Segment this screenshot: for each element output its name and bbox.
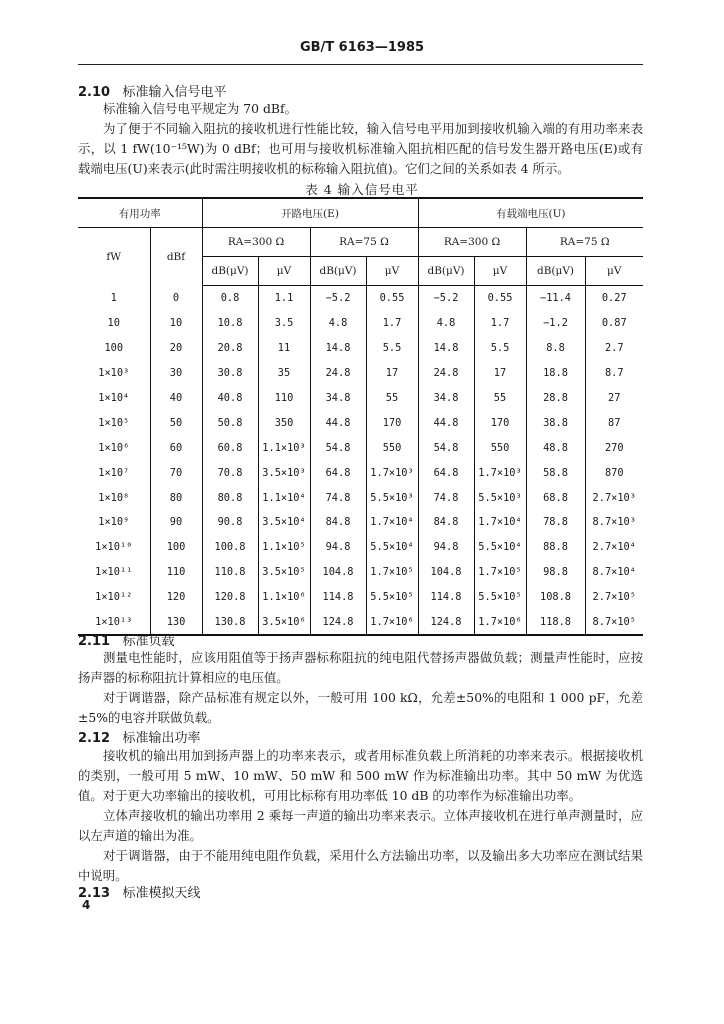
cell-dbf: 120 xyxy=(150,585,202,610)
cell-open75-dbuv: 4.8 xyxy=(310,311,366,336)
cell-open300-uv: 35 xyxy=(258,361,310,386)
paragraph-standard-level: 标准输入信号电平规定为 70 dBf。 xyxy=(103,101,297,116)
cell-open300-uv: 3.5×10⁵ xyxy=(258,560,310,585)
paragraph-output-power: 接收机的输出用加到扬声器上的功率来表示，或者用标准负载上所消耗的功率来表示。根据接收机的类别，一般可用 5 mW、10 mW、50 mW 和 500 mW 作为标准输出功率。其中 50 mW 为优选值。对于更大功率输出的接收机，可用比标称有用功率低 10 dB 的功率作为标准输出功率。 xyxy=(78,748,643,803)
section-title: 标准输入信号电平 xyxy=(122,85,227,100)
table-row xyxy=(78,311,643,336)
cell-open75-dbuv: 94.8 xyxy=(310,535,366,560)
cell-loaded300-dbuv: 54.8 xyxy=(418,435,474,460)
table-row xyxy=(78,560,643,585)
cell-loaded75-dbuv: 88.8 xyxy=(526,535,585,560)
cell-dbf: 130 xyxy=(150,610,202,636)
header-useful-power: 有用功率 xyxy=(78,198,202,228)
cell-dbf: 40 xyxy=(150,386,202,411)
paragraph-tuner-output: 对于调谐器，由于不能用纯电阻作负载，采用什么方法输出功率，以及输出多大功率应在测试结果中说明。 xyxy=(78,848,643,883)
cell-fw: 1×10¹⁰ xyxy=(95,541,133,554)
cell-loaded75-dbuv: 58.8 xyxy=(526,460,585,485)
cell-loaded300-uv: 0.55 xyxy=(474,286,526,311)
cell-loaded300-uv: 1.7×10⁴ xyxy=(474,510,526,535)
header-loaded-75: RA=75 Ω xyxy=(526,228,643,257)
cell-loaded75-dbuv: 8.8 xyxy=(526,336,585,361)
cell-open75-uv: 17 xyxy=(366,361,418,386)
cell-open300-dbuv: 40.8 xyxy=(202,386,258,411)
cell-loaded300-uv: 5.5×10³ xyxy=(474,485,526,510)
cell-fw: 1×10⁴ xyxy=(98,392,130,404)
cell-fw: 1×10⁷ xyxy=(98,466,130,479)
cell-loaded300-uv: 5.5×10⁵ xyxy=(474,585,526,610)
cell-loaded300-uv: 1.7×10³ xyxy=(474,460,526,485)
section-title: 标准输出功率 xyxy=(122,731,201,746)
header-loaded-300: RA=300 Ω xyxy=(418,228,526,257)
header-open-300: RA=300 Ω xyxy=(202,228,310,257)
cell-open300-dbuv: 10.8 xyxy=(202,311,258,336)
cell-loaded75-uv: 8.7×10⁵ xyxy=(585,610,643,636)
cell-loaded75-uv: 2.7×10⁵ xyxy=(585,585,643,610)
cell-loaded75-dbuv: 68.8 xyxy=(526,485,585,510)
section-number: 2.12 xyxy=(78,731,111,746)
cell-loaded300-dbuv: −5.2 xyxy=(418,286,474,311)
cell-open300-dbuv: 90.8 xyxy=(202,510,258,535)
cell-dbf: 0 xyxy=(150,286,202,311)
cell-open75-dbuv: 44.8 xyxy=(310,410,366,435)
cell-dbf: 30 xyxy=(150,361,202,386)
cell-loaded75-dbuv: 118.8 xyxy=(526,610,585,636)
table-row xyxy=(78,386,643,411)
cell-loaded75-dbuv: −1.2 xyxy=(526,311,585,336)
cell-dbf: 50 xyxy=(150,410,202,435)
cell-open75-uv: 1.7 xyxy=(366,311,418,336)
cell-loaded75-dbuv: 38.8 xyxy=(526,410,585,435)
cell-loaded300-dbuv: 4.8 xyxy=(418,311,474,336)
header-fw: fW xyxy=(106,250,122,263)
cell-loaded300-uv: 170 xyxy=(474,410,526,435)
cell-open75-dbuv: 14.8 xyxy=(310,336,366,361)
section-2-11 xyxy=(78,630,175,649)
cell-open75-uv: 1.7×10⁵ xyxy=(366,560,418,585)
cell-open300-dbuv: 70.8 xyxy=(202,460,258,485)
cell-open300-uv: 1.1×10⁶ xyxy=(258,585,310,610)
cell-loaded300-uv: 1.7×10⁵ xyxy=(474,560,526,585)
cell-open75-dbuv: 34.8 xyxy=(310,386,366,411)
table-row xyxy=(78,435,643,460)
cell-open300-uv: 3.5×10⁴ xyxy=(258,510,310,535)
cell-fw: 1×10³ xyxy=(98,367,130,380)
cell-open300-uv: 1.1×10⁴ xyxy=(258,485,310,510)
cell-open300-dbuv: 130.8 xyxy=(202,610,258,636)
cell-open300-dbuv: 100.8 xyxy=(202,535,258,560)
table-row xyxy=(78,485,643,510)
cell-open75-uv: 0.55 xyxy=(366,286,418,311)
cell-loaded75-uv: 2.7×10³ xyxy=(585,485,643,510)
cell-fw: 1×10⁶ xyxy=(98,441,130,454)
cell-loaded75-dbuv: 28.8 xyxy=(526,386,585,411)
input-level-table xyxy=(78,197,643,636)
table-row xyxy=(78,410,643,435)
cell-open300-dbuv: 50.8 xyxy=(202,410,258,435)
paragraph-tuner-load: 对于调谐器，除产品标准有规定以外，一般可用 100 kΩ，允差±50%的电阻和 1 000 pF，允差±5%的电容并联做负载。 xyxy=(78,690,643,725)
cell-loaded75-uv: 0.87 xyxy=(585,311,643,336)
cell-open75-uv: 55 xyxy=(366,386,418,411)
section-number: 2.11 xyxy=(78,634,111,649)
section-2-12 xyxy=(78,727,201,746)
header-open-circuit-voltage: 开路电压(E) xyxy=(202,198,418,228)
cell-loaded75-dbuv: 48.8 xyxy=(526,435,585,460)
cell-fw: 1×10¹¹ xyxy=(95,566,133,579)
cell-open300-dbuv: 0.8 xyxy=(202,286,258,311)
cell-open300-uv: 350 xyxy=(258,410,310,435)
cell-open75-uv: 5.5×10⁴ xyxy=(366,535,418,560)
table-row xyxy=(78,361,643,386)
cell-loaded300-dbuv: 114.8 xyxy=(418,585,474,610)
cell-open300-uv: 3.5×10⁶ xyxy=(258,610,310,636)
header-open-75: RA=75 Ω xyxy=(310,228,418,257)
cell-open75-uv: 1.7×10⁴ xyxy=(366,510,418,535)
cell-open300-uv: 3.5 xyxy=(258,311,310,336)
cell-loaded75-uv: 27 xyxy=(585,386,643,411)
cell-open300-uv: 1.1×10⁵ xyxy=(258,535,310,560)
cell-loaded300-dbuv: 44.8 xyxy=(418,410,474,435)
cell-loaded75-uv: 2.7 xyxy=(585,336,643,361)
cell-open300-uv: 1.1 xyxy=(258,286,310,311)
cell-loaded300-dbuv: 94.8 xyxy=(418,535,474,560)
header-dbf: dBf xyxy=(150,228,202,286)
cell-fw: 1 xyxy=(110,292,117,305)
cell-loaded300-dbuv: 74.8 xyxy=(418,485,474,510)
table-caption: 表 4 输入信号电平 xyxy=(305,182,419,197)
cell-open300-uv: 3.5×10³ xyxy=(258,460,310,485)
cell-loaded75-uv: 270 xyxy=(585,435,643,460)
cell-loaded300-uv: 17 xyxy=(474,361,526,386)
table-row xyxy=(78,336,643,361)
cell-open75-dbuv: 74.8 xyxy=(310,485,366,510)
cell-loaded300-dbuv: 104.8 xyxy=(418,560,474,585)
table-row xyxy=(78,510,643,535)
cell-loaded75-dbuv: 98.8 xyxy=(526,560,585,585)
cell-dbf: 70 xyxy=(150,460,202,485)
cell-loaded75-uv: 2.7×10⁴ xyxy=(585,535,643,560)
cell-loaded300-dbuv: 24.8 xyxy=(418,361,474,386)
cell-open300-dbuv: 80.8 xyxy=(202,485,258,510)
table-row xyxy=(78,286,643,311)
cell-loaded75-dbuv: 18.8 xyxy=(526,361,585,386)
section-title: 标准负载 xyxy=(122,634,175,649)
cell-loaded75-uv: 8.7 xyxy=(585,361,643,386)
section-title: 标准模拟天线 xyxy=(122,886,201,901)
cell-loaded75-dbuv: 78.8 xyxy=(526,510,585,535)
document-header: GB/T 6163—1985 xyxy=(299,40,425,55)
section-2-10 xyxy=(78,81,227,100)
cell-fw: 1×10¹³ xyxy=(78,610,150,636)
cell-dbf: 110 xyxy=(150,560,202,585)
cell-open75-uv: 550 xyxy=(366,435,418,460)
cell-loaded75-dbuv: 108.8 xyxy=(526,585,585,610)
header-unit-dbuv: dB(μV) xyxy=(526,257,585,286)
cell-dbf: 10 xyxy=(150,311,202,336)
cell-open75-uv: 1.7×10⁶ xyxy=(366,610,418,636)
header-unit-uv: μV xyxy=(585,257,643,286)
header-unit-uv: μV xyxy=(474,257,526,286)
cell-loaded75-uv: 8.7×10³ xyxy=(585,510,643,535)
cell-open75-dbuv: 104.8 xyxy=(310,560,366,585)
cell-loaded300-uv: 5.5 xyxy=(474,336,526,361)
cell-open75-uv: 5.5×10³ xyxy=(366,485,418,510)
cell-loaded300-dbuv: 64.8 xyxy=(418,460,474,485)
cell-open75-dbuv: 64.8 xyxy=(310,460,366,485)
paragraph-standard-load: 测量电性能时，应该用阻值等于扬声器标称阻抗的纯电阻代替扬声器做负载；测量声性能时，应按扬声器的标称阻抗计算相应的电压值。 xyxy=(78,650,643,685)
section-number: 2.13 xyxy=(78,886,111,901)
cell-open75-uv: 5.5 xyxy=(366,336,418,361)
table-row xyxy=(78,535,643,560)
cell-open75-dbuv: 114.8 xyxy=(310,585,366,610)
cell-loaded300-dbuv: 84.8 xyxy=(418,510,474,535)
cell-open300-dbuv: 30.8 xyxy=(202,361,258,386)
cell-loaded300-uv: 1.7 xyxy=(474,311,526,336)
cell-open300-dbuv: 110.8 xyxy=(202,560,258,585)
header-rule xyxy=(78,64,643,65)
cell-loaded300-uv: 5.5×10⁴ xyxy=(474,535,526,560)
cell-loaded75-uv: 8.7×10⁴ xyxy=(585,560,643,585)
cell-open75-dbuv: 24.8 xyxy=(310,361,366,386)
cell-dbf: 20 xyxy=(150,336,202,361)
table-body xyxy=(78,286,643,636)
header-unit-dbuv: dB(μV) xyxy=(310,257,366,286)
cell-dbf: 80 xyxy=(150,485,202,510)
cell-open75-dbuv: 84.8 xyxy=(310,510,366,535)
cell-fw: 1×10⁹ xyxy=(98,516,130,529)
cell-loaded75-uv: 87 xyxy=(585,410,643,435)
cell-open75-uv: 170 xyxy=(366,410,418,435)
cell-open300-uv: 11 xyxy=(258,336,310,361)
header-unit-uv: μV xyxy=(258,257,310,286)
header-unit-uv: μV xyxy=(366,257,418,286)
cell-dbf: 90 xyxy=(150,510,202,535)
cell-dbf: 60 xyxy=(150,435,202,460)
cell-fw: 100 xyxy=(104,342,124,355)
cell-open300-dbuv: 120.8 xyxy=(202,585,258,610)
cell-loaded300-dbuv: 14.8 xyxy=(418,336,474,361)
cell-loaded300-dbuv: 34.8 xyxy=(418,386,474,411)
cell-open75-dbuv: −5.2 xyxy=(310,286,366,311)
paragraph-level-explanation: 为了便于不同输入阻抗的接收机进行性能比较，输入信号电平用加到接收机输入端的有用功率来表示，以 1 fW(10⁻¹⁵W)为 0 dBf；也可用与接收机标准输入阻抗相匹配的信号发生器开路电压(E)或有载端电压(U)来表示(此时需注明接收机的标称输入阻抗值)。它们之间的关系如表 4 所示。 xyxy=(78,121,643,176)
cell-loaded300-uv: 1.7×10⁶ xyxy=(474,610,526,636)
cell-fw: 10 xyxy=(107,317,120,330)
cell-open75-dbuv: 124.8 xyxy=(310,610,366,636)
cell-dbf: 100 xyxy=(150,535,202,560)
cell-loaded75-dbuv: −11.4 xyxy=(526,286,585,311)
cell-loaded300-uv: 55 xyxy=(474,386,526,411)
cell-loaded75-uv: 0.27 xyxy=(585,286,643,311)
cell-open300-uv: 110 xyxy=(258,386,310,411)
header-unit-dbuv: dB(μV) xyxy=(418,257,474,286)
table-row xyxy=(78,585,643,610)
cell-fw: 1×10⁸ xyxy=(98,491,130,504)
cell-loaded75-uv: 870 xyxy=(585,460,643,485)
cell-open300-dbuv: 60.8 xyxy=(202,435,258,460)
cell-fw: 1×10¹² xyxy=(95,591,133,604)
paragraph-stereo-output: 立体声接收机的输出功率用 2 乘每一声道的输出功率来表示。立体声接收机在进行单声测量时，应以左声道的输出为准。 xyxy=(78,808,643,843)
cell-open75-uv: 5.5×10⁵ xyxy=(366,585,418,610)
cell-fw: 1×10⁵ xyxy=(98,416,130,429)
section-number: 2.10 xyxy=(78,85,111,100)
page-number: 4 xyxy=(82,898,91,912)
cell-open300-uv: 1.1×10³ xyxy=(258,435,310,460)
header-loaded-terminal-voltage: 有载端电压(U) xyxy=(418,198,643,228)
table-row xyxy=(78,460,643,485)
cell-open75-uv: 1.7×10³ xyxy=(366,460,418,485)
cell-loaded300-uv: 550 xyxy=(474,435,526,460)
header-unit-dbuv: dB(μV) xyxy=(202,257,258,286)
cell-loaded300-dbuv: 124.8 xyxy=(418,610,474,636)
cell-open300-dbuv: 20.8 xyxy=(202,336,258,361)
cell-open75-dbuv: 54.8 xyxy=(310,435,366,460)
section-2-13 xyxy=(78,882,201,901)
